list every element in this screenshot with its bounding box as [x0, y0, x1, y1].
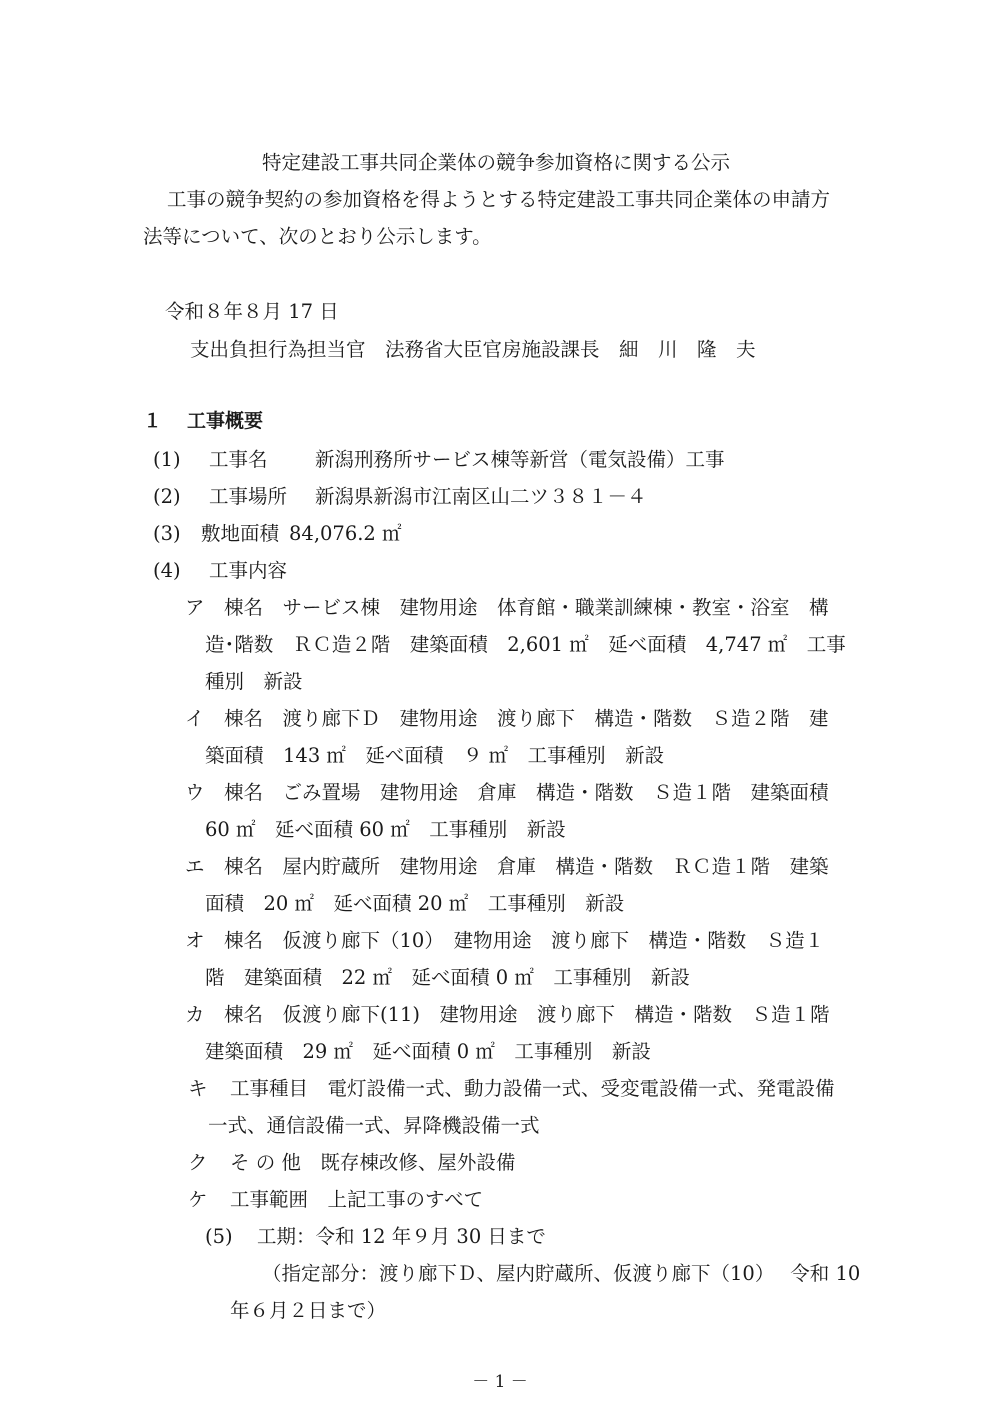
other-works — [188, 1144, 515, 1181]
work-scope-marker: ケ — [188, 1188, 208, 1211]
item-2-value: 新潟県新潟市江南区山二ツ３８１－４ — [315, 485, 647, 508]
item-1-number: (1) — [153, 448, 181, 471]
building-i-line-1: イ 棟名 渡り廊下Ｄ 建物用途 渡り廊下 構造・階数 Ｓ造２階 建 — [185, 707, 829, 730]
other-works-marker: ク — [188, 1151, 208, 1174]
work-types-marker: キ — [188, 1077, 208, 1100]
item-1-label: 工事名 — [209, 448, 268, 471]
item-2 — [153, 478, 647, 515]
official-name: 支出負担行為担当官 法務省大臣官房施設課長 細 川 隆 夫 — [190, 338, 756, 361]
building-o-line-1: オ 棟名 仮渡り廊下（10） 建物用途 渡り廊下 構造・階数 Ｓ造１ — [185, 929, 825, 952]
item-2-number: (2) — [153, 485, 181, 508]
work-types-line-1 — [188, 1070, 835, 1107]
building-a-line-3: 種別 新設 — [205, 670, 303, 693]
intro-line-2: 法等について、次のとおり公示します。 — [143, 225, 492, 248]
section-heading — [143, 403, 263, 440]
page-number: － 1 － — [472, 1372, 528, 1392]
item-2-label: 工事場所 — [209, 485, 288, 508]
item-3 — [153, 515, 402, 552]
building-e-line-1: エ 棟名 屋内貯蔵所 建物用途 倉庫 構造・階数 ＲＣ造１階 建築 — [185, 855, 829, 878]
section-number: １ — [143, 410, 163, 432]
announcement-date: 令和８年８月 17 日 — [165, 300, 339, 323]
building-u-line-1: ウ 棟名 ごみ置場 建物用途 倉庫 構造・階数 Ｓ造１階 建築面積 — [185, 781, 829, 804]
item-1 — [153, 441, 725, 478]
designated-part-line-1: （指定部分：渡り廊下Ｄ、屋内貯蔵所、仮渡り廊下（10） 令和 10 — [262, 1262, 861, 1285]
intro-line-1: 工事の競争契約の参加資格を得ようとする特定建設工事共同企業体の申請方 — [167, 188, 831, 211]
document-title: 特定建設工事共同企業体の競争参加資格に関する公示 — [262, 151, 731, 174]
item-4-number: (4) — [153, 559, 181, 582]
work-scope — [188, 1181, 483, 1218]
other-works-text: そ の 他 既存棟改修、屋外設備 — [230, 1151, 516, 1174]
work-types-line-2: 一式、通信設備一式、昇降機設備一式 — [208, 1114, 540, 1137]
building-a-line-2: 造･階数 ＲＣ造２階 建築面積 2,601 ㎡ 延べ面積 4,747 ㎡ 工事 — [205, 633, 846, 656]
building-u-line-2: 60 ㎡ 延べ面積 60 ㎡ 工事種別 新設 — [205, 818, 566, 841]
work-types-text: 工事種目 電灯設備一式、動力設備一式、受変電設備一式、発電設備 — [230, 1077, 835, 1100]
section-title: 工事概要 — [187, 410, 264, 432]
designated-part-line-2: 年６月２日まで） — [230, 1299, 387, 1322]
item-3-value: 84,076.2 ㎡ — [289, 522, 402, 545]
item-5 — [205, 1218, 546, 1255]
work-scope-text: 工事範囲 上記工事のすべて — [230, 1188, 484, 1211]
item-5-value: 工期：令和 12 年９月 30 日まで — [257, 1225, 546, 1248]
item-3-label: 敷地面積 — [201, 522, 280, 545]
item-1-value: 新潟刑務所サービス棟等新営（電気設備）工事 — [315, 448, 725, 471]
building-a-line-1: ア 棟名 サービス棟 建物用途 体育館・職業訓練棟・教室・浴室 構 — [185, 596, 829, 619]
item-4 — [153, 552, 287, 589]
item-5-number: (5) — [205, 1225, 233, 1248]
building-ka-line-2: 建築面積 29 ㎡ 延べ面積 0 ㎡ 工事種別 新設 — [205, 1040, 651, 1063]
building-e-line-2: 面積 20 ㎡ 延べ面積 20 ㎡ 工事種別 新設 — [205, 892, 625, 915]
building-o-line-2: 階 建築面積 22 ㎡ 延べ面積 0 ㎡ 工事種別 新設 — [205, 966, 690, 989]
building-i-line-2: 築面積 143 ㎡ 延べ面積 ９ ㎡ 工事種別 新設 — [205, 744, 665, 767]
item-4-label: 工事内容 — [209, 559, 288, 582]
building-ka-line-1: カ 棟名 仮渡り廊下(11) 建物用途 渡り廊下 構造・階数 Ｓ造１階 — [185, 1003, 830, 1026]
item-3-number: (3) — [153, 522, 181, 545]
